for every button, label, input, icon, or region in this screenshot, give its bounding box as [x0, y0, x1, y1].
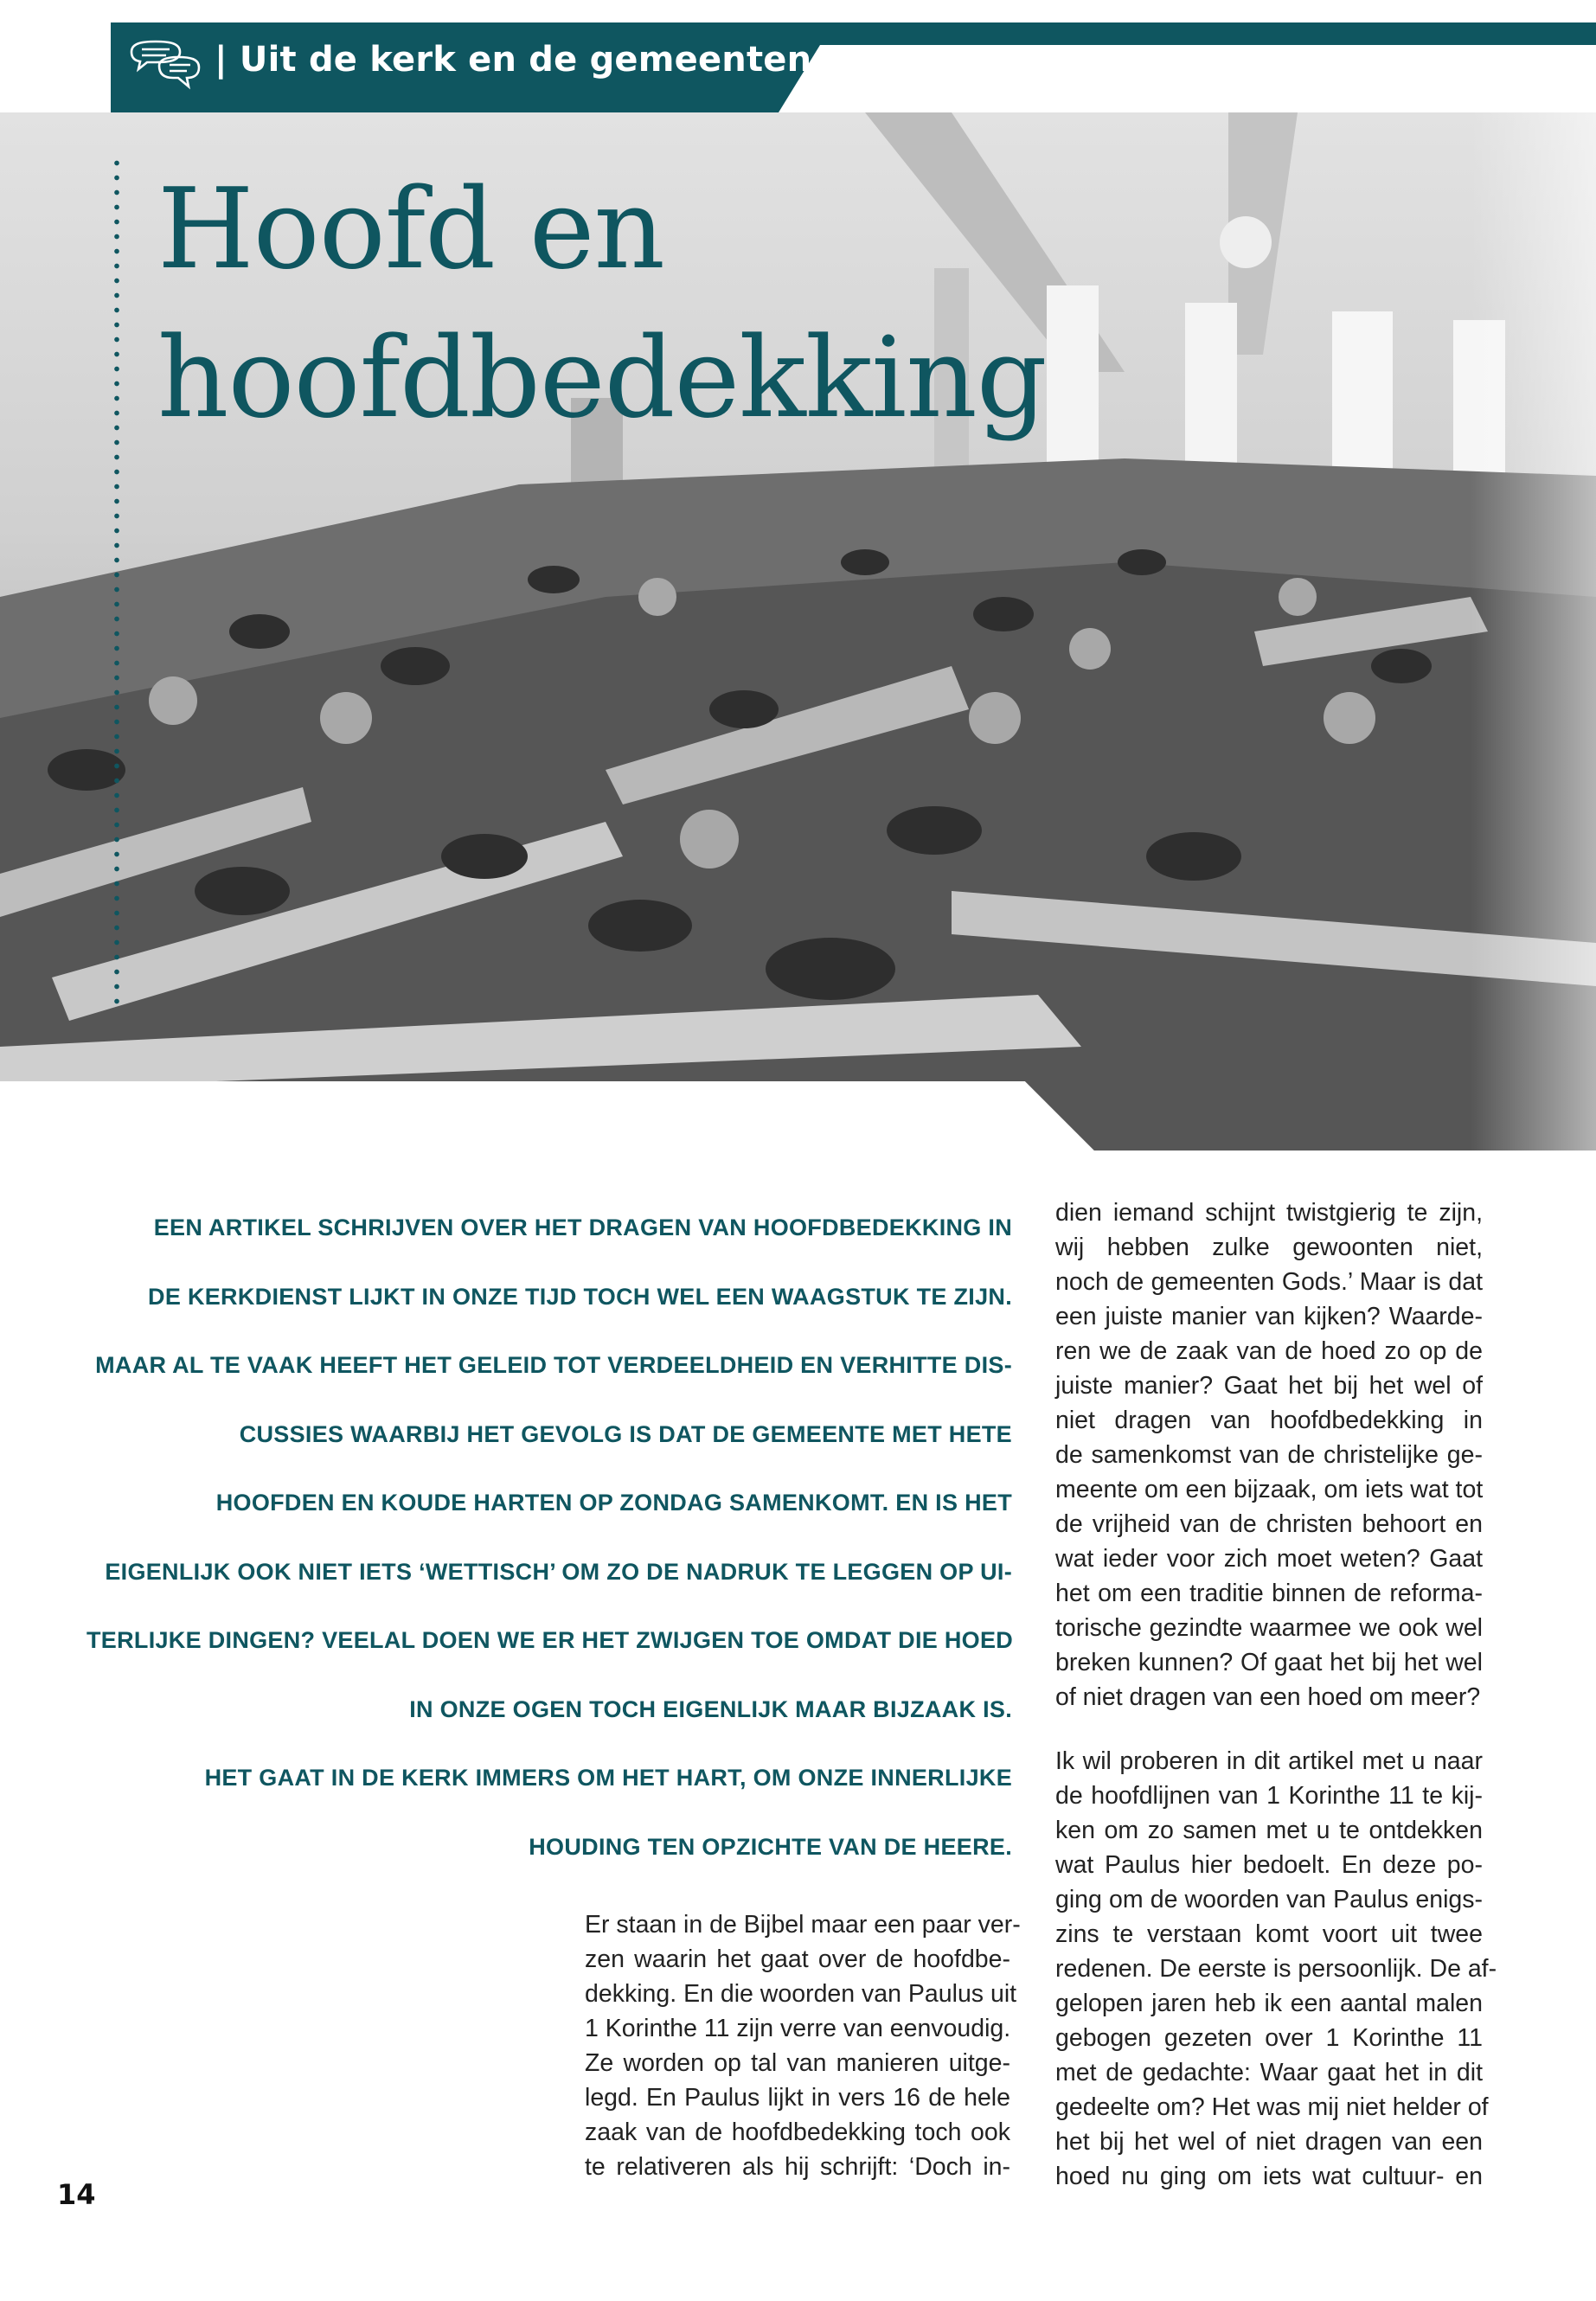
text-line: Er staan in de Bijbel maar een paar ver- — [585, 1911, 1021, 1939]
paragraph — [1055, 1195, 1483, 1715]
text-line: een juiste manier van kijken? Waarde- — [1055, 1303, 1483, 1330]
intro-line: MAAR AL TE VAAK HEEFT HET GELEID TOT VERDEELDHEID EN VERHITTE DIS- — [95, 1352, 1012, 1378]
paragraph — [1055, 1744, 1497, 2194]
text-line: ging om de woorden van Paulus enigs- — [1055, 1886, 1483, 1913]
title-line-1: Hoofd en — [157, 165, 664, 294]
text-line: zaak van de hoofdbedekking toch ook — [585, 2118, 1010, 2146]
body-column-left — [585, 1907, 1021, 2184]
text-line: hoed nu ging om iets wat cultuur- en — [1055, 2163, 1483, 2190]
text-line: ken om zo samen met u te ontdekken — [1055, 1817, 1483, 1844]
body-column-right — [1055, 1195, 1497, 2194]
text-line: met de gedachte: Waar gaat het in dit — [1055, 2059, 1483, 2086]
dotted-rule — [114, 156, 119, 1012]
text-line: ren we de zaak van de hoed zo op de — [1055, 1337, 1483, 1365]
text-line: de hoofdlijnen van 1 Korinthe 11 te kij- — [1055, 1782, 1483, 1810]
text-line: wat Paulus hier bedoelt. En deze po- — [1055, 1851, 1483, 1879]
intro-lead — [87, 1194, 1012, 1881]
page-number: 14 — [57, 2178, 96, 2211]
intro-line: HOOFDEN EN KOUDE HARTEN OP ZONDAG SAMENKOMT. EN IS HET — [215, 1490, 1012, 1516]
text-line: het om een traditie binnen de reforma- — [1055, 1580, 1483, 1607]
text-line: de vrijheid van de christen behoort en — [1055, 1510, 1483, 1538]
text-line: niet dragen van hoofdbedekking in — [1055, 1407, 1483, 1434]
text-line: wat ieder voor zich moet weten? Gaat — [1055, 1545, 1483, 1573]
text-line: noch de gemeenten Gods.’ Maar is dat — [1055, 1268, 1483, 1296]
text-line: zins te verstaan komt voort uit twee — [1055, 1920, 1483, 1948]
header-wedge — [779, 45, 1596, 112]
text-line: meente om een bijzaak, om iets wat tot — [1055, 1476, 1484, 1503]
text-line: Ze worden op tal van manieren uitge- — [585, 2049, 1010, 2077]
title-line-2: hoofdbedekking — [157, 314, 1047, 443]
intro-line: TERLIJKE DINGEN? VEELAL DOEN WE ER HET ZWIJGEN TOE OMDAT DIE HOED — [87, 1627, 1014, 1653]
text-line: torische gezindte waarmee we ook wel — [1055, 1614, 1483, 1642]
text-line: het bij het wel of niet dragen van een — [1055, 2128, 1483, 2156]
text-line: gebogen gezeten over 1 Korinthe 11 — [1055, 2024, 1483, 2052]
text-line: 1 Korinthe 11 zijn verre van eenvoudig. — [585, 2015, 1011, 2042]
text-line: zen waarin het gaat over de hoofdbe- — [585, 1945, 1010, 1973]
article-title — [157, 156, 1109, 453]
speech-bubbles-icon — [123, 38, 204, 100]
text-line: dekking. En die woorden van Paulus uit — [585, 1980, 1017, 2008]
text-line: legd. En Paulus lijkt in vers 16 de hele — [585, 2084, 1010, 2112]
paragraph-gap — [1055, 1715, 1483, 1744]
text-line: te relativeren als hij schrijft: ‘Doch in- — [585, 2153, 1010, 2181]
text-line: of niet dragen van een hoed om meer? — [1055, 1683, 1481, 1711]
intro-line: CUSSIES WAARBIJ HET GEVOLG IS DAT DE GEMEENTE MET HETE — [239, 1420, 1012, 1447]
text-line: gedeelte om? Het was mij niet helder of — [1055, 2093, 1489, 2121]
text-line: Ik wil proberen in dit artikel met u naar — [1055, 1747, 1483, 1775]
intro-line: DE KERKDIENST LIJKT IN ONZE TIJD TOCH WEL EEN WAAGSTUK TE ZIJN. — [148, 1283, 1012, 1310]
text-line: wij hebben zulke gewoonten niet, — [1055, 1234, 1483, 1261]
section-label: | Uit de kerk en de gemeenten — [215, 40, 812, 80]
text-line: de samenkomst van de christelijke ge- — [1055, 1441, 1483, 1469]
intro-line: EEN ARTIKEL SCHRIJVEN OVER HET DRAGEN VAN HOOFDBEDEKKING IN — [153, 1215, 1012, 1240]
intro-line: HOUDING TEN OPZICHTE VAN DE HEERE. — [529, 1833, 1012, 1860]
text-line: gelopen jaren heb ik een aantal malen — [1055, 1990, 1483, 2017]
text-line: juiste manier? Gaat het bij het wel of — [1055, 1372, 1483, 1400]
intro-line: IN ONZE OGEN TOCH EIGENLIJK MAAR BIJZAAK IS. — [409, 1695, 1012, 1722]
text-line: dien iemand schijnt twistgierig te zijn, — [1055, 1199, 1483, 1227]
paragraph — [585, 1907, 1021, 2184]
intro-line: HET GAAT IN DE KERK IMMERS OM HET HART, OM ONZE INNERLIJKE — [204, 1765, 1012, 1791]
intro-line: EIGENLIJK OOK NIET IETS ‘WETTISCH’ OM ZO DE NADRUK TE LEGGEN OP UI- — [105, 1558, 1012, 1585]
text-line: breken kunnen? Of gaat het bij het wel — [1055, 1649, 1483, 1676]
text-line: redenen. De eerste is persoonlijk. De af- — [1055, 1955, 1497, 1983]
